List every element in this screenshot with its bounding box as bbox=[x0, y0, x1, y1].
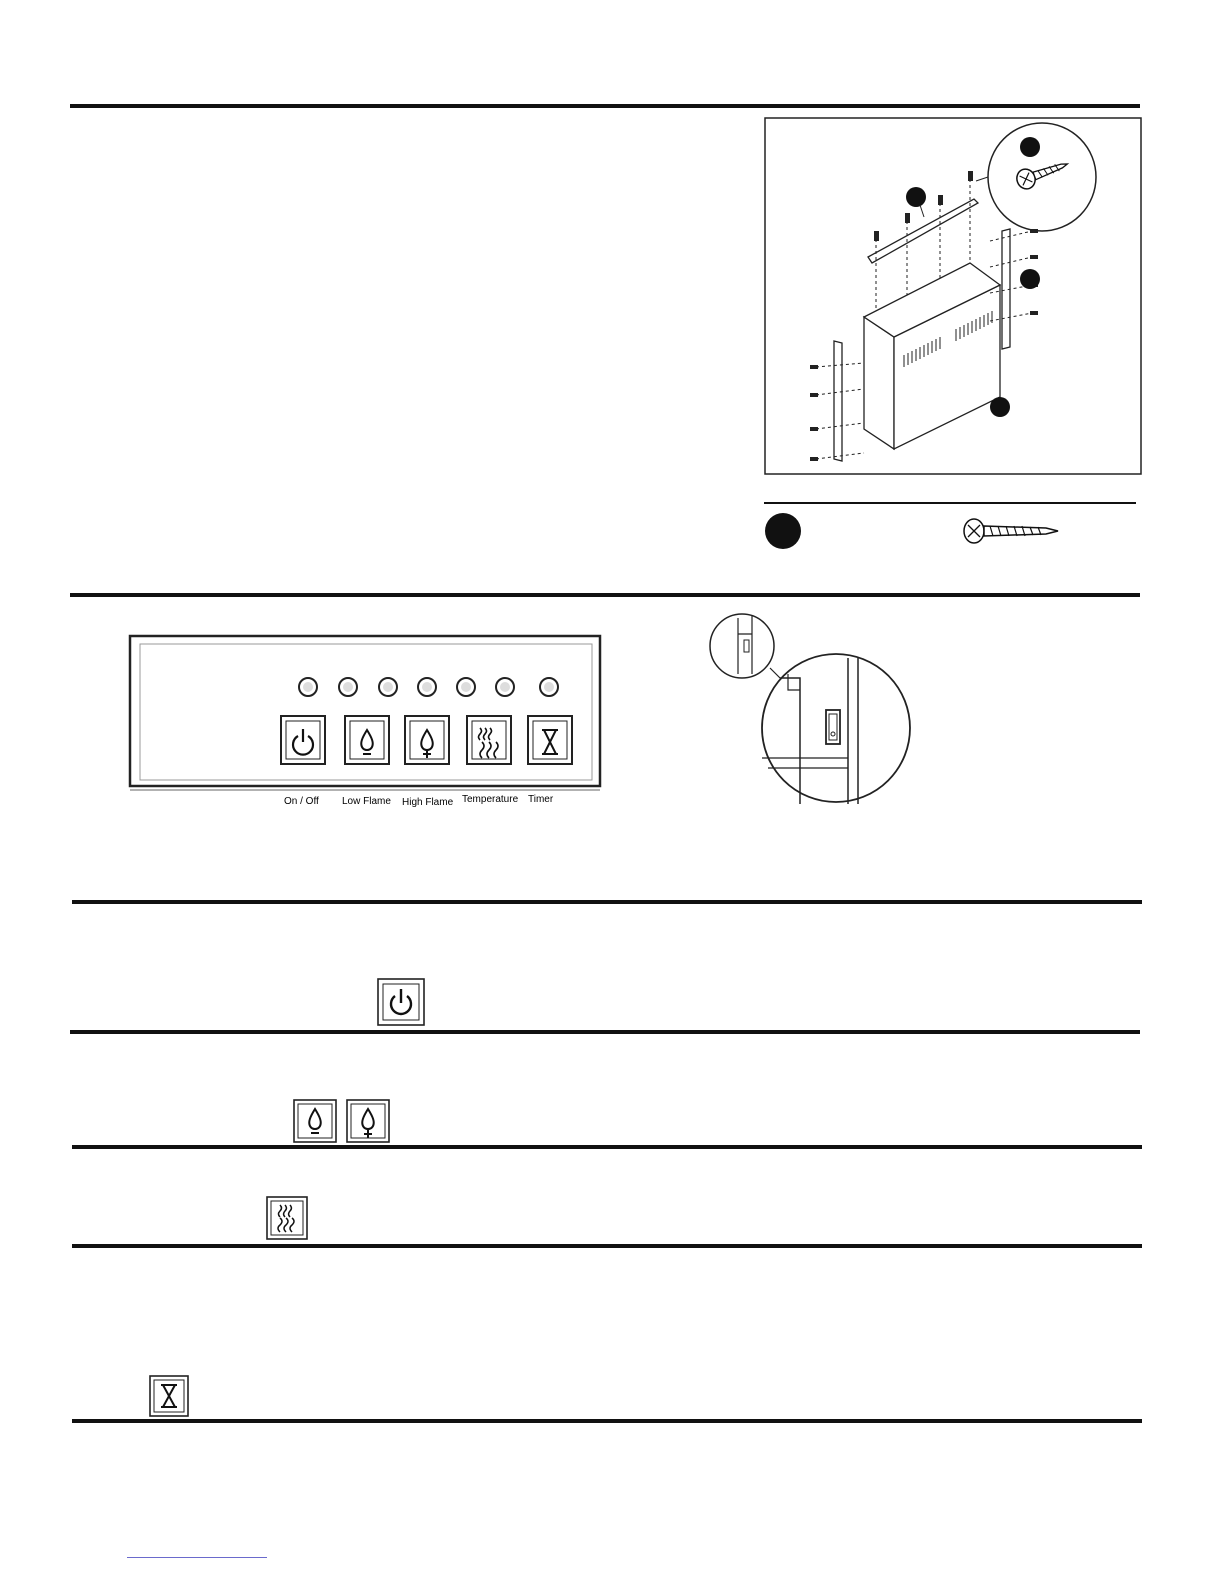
label-on-off: On / Off bbox=[284, 796, 319, 807]
section-divider-3 bbox=[72, 900, 1142, 904]
callout-marker-box bbox=[990, 397, 1010, 417]
label-high-flame: High Flame bbox=[402, 797, 454, 808]
left-side-rail bbox=[834, 341, 842, 461]
rocker-switch-figure bbox=[708, 608, 914, 806]
parts-legend-rule bbox=[764, 502, 1136, 504]
rocker-switch-icon bbox=[826, 710, 840, 744]
part-marker bbox=[765, 513, 801, 549]
section-high-flame-button bbox=[346, 1099, 390, 1143]
label-temperature: Temperature bbox=[462, 794, 519, 805]
section-divider-7 bbox=[72, 1419, 1142, 1423]
callout-marker-screw bbox=[1020, 137, 1040, 157]
section-divider-5 bbox=[72, 1145, 1142, 1149]
section-divider-4 bbox=[70, 1030, 1140, 1034]
section-divider-6 bbox=[72, 1244, 1142, 1248]
section-low-flame-button bbox=[293, 1099, 337, 1143]
label-timer: Timer bbox=[528, 794, 554, 805]
section-power-button bbox=[377, 978, 425, 1026]
label-low-flame: Low Flame bbox=[342, 796, 391, 807]
screw-part-icon bbox=[964, 519, 1058, 543]
section-temperature-button bbox=[266, 1196, 308, 1240]
wall-mount-diagram bbox=[764, 117, 1142, 475]
hyperlink-underline[interactable] bbox=[127, 1557, 267, 1558]
control-panel-figure bbox=[100, 630, 632, 825]
section-timer-button bbox=[149, 1375, 189, 1417]
parts-legend bbox=[764, 510, 1136, 554]
section-divider-2 bbox=[70, 593, 1140, 597]
section-divider-top bbox=[70, 104, 1140, 108]
callout-marker-rail bbox=[1020, 269, 1040, 289]
callout-marker-bracket bbox=[906, 187, 926, 207]
heater-box-front bbox=[864, 317, 894, 449]
